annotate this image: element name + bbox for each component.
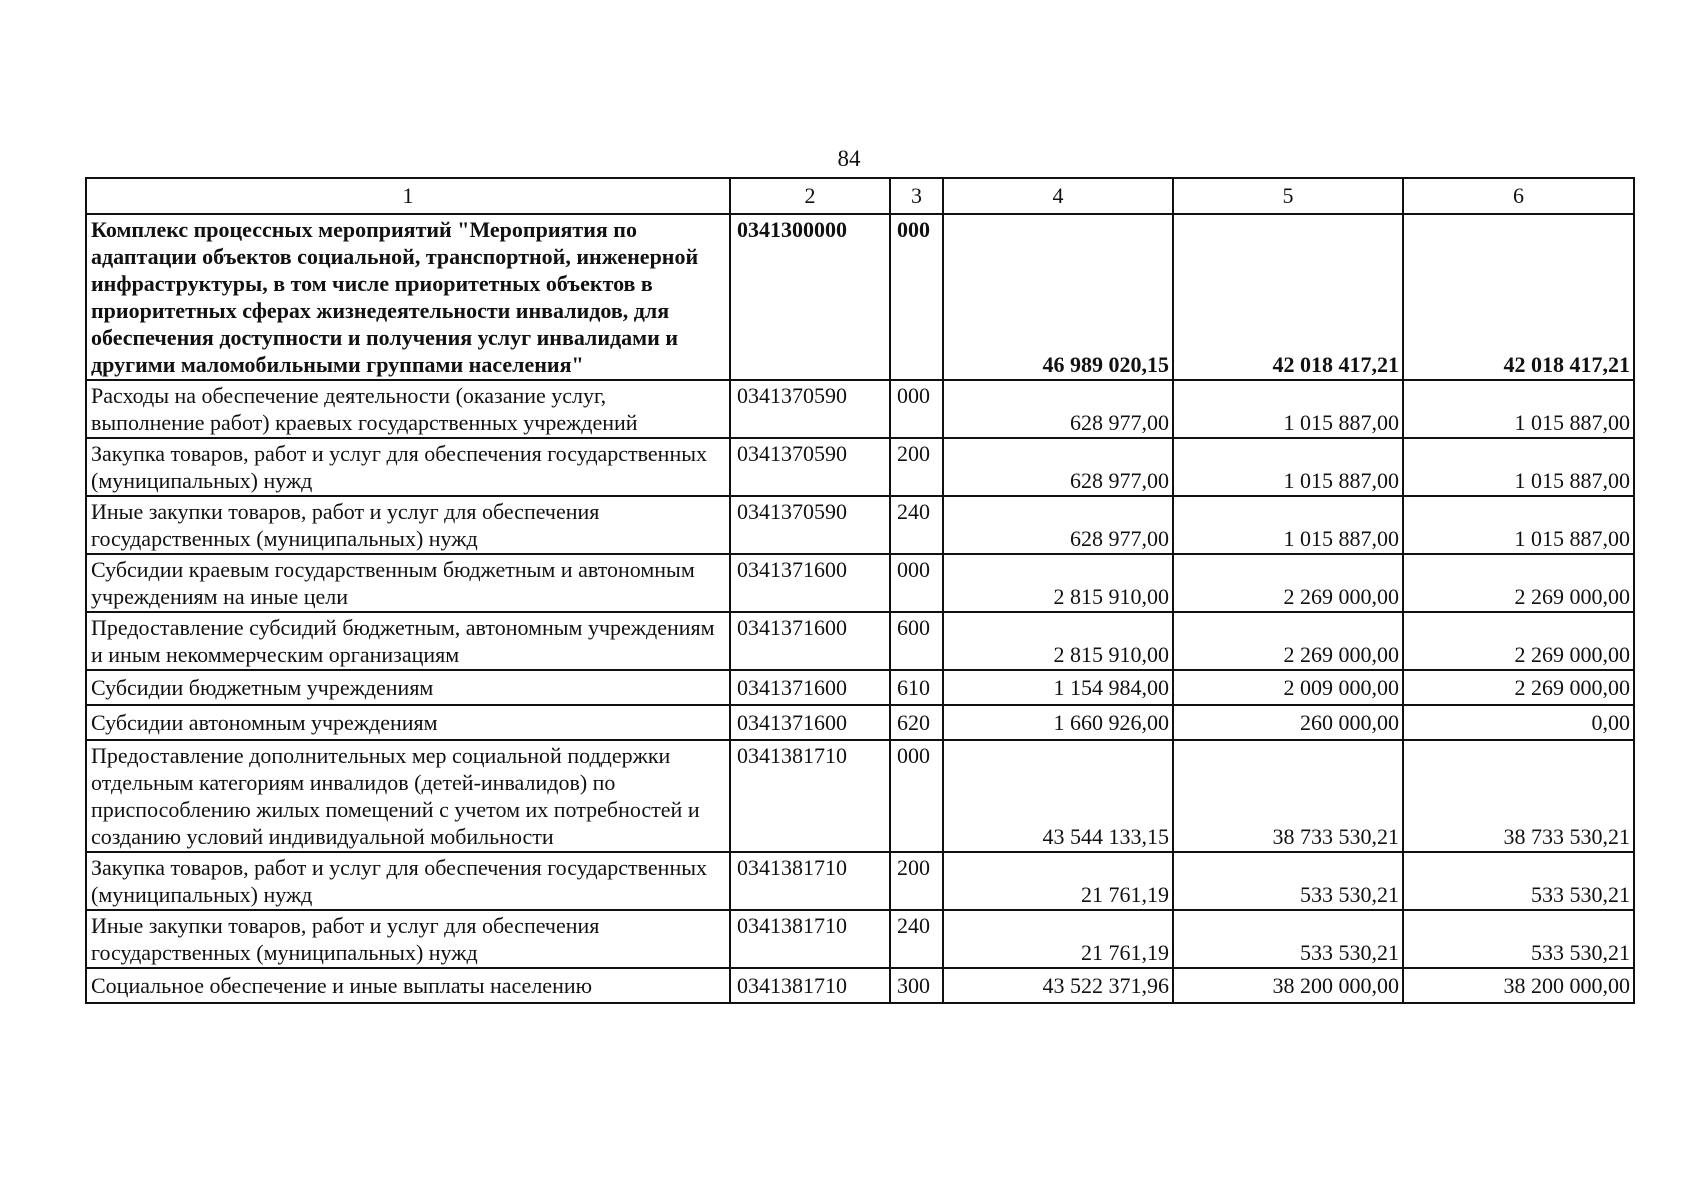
row-code-cell: 0341371600 (730, 554, 890, 612)
row-vr-cell: 000 (890, 214, 943, 380)
row-code-cell: 0341370590 (730, 496, 890, 554)
row-amount-col5: 1 015 887,00 (1173, 496, 1403, 554)
row-code-cell: 0341371600 (730, 705, 890, 740)
table-row (86, 496, 1634, 554)
row-amount-col5: 1 015 887,00 (1173, 438, 1403, 496)
row-vr-cell: 200 (890, 852, 943, 910)
row-vr-cell: 300 (890, 968, 943, 1003)
row-code-cell: 0341371600 (730, 670, 890, 705)
row-amount-col5: 38 733 530,21 (1173, 740, 1403, 852)
row-vr-cell: 600 (890, 612, 943, 670)
row-vr-cell: 240 (890, 910, 943, 968)
row-amount-col5: 260 000,00 (1173, 705, 1403, 740)
row-amount-col5: 533 530,21 (1173, 852, 1403, 910)
row-amount-col6: 2 269 000,00 (1403, 554, 1634, 612)
row-name-cell: Субсидии краевым государственным бюджетным и автономным учреждениям на иные цели (86, 554, 730, 612)
row-amount-col6: 0,00 (1403, 705, 1634, 740)
row-vr-cell: 000 (890, 554, 943, 612)
row-amount-col6: 1 015 887,00 (1403, 380, 1634, 438)
table-row (86, 438, 1634, 496)
row-amount-col5: 1 015 887,00 (1173, 380, 1403, 438)
row-code-cell: 0341300000 (730, 214, 890, 380)
header-cell-2: 2 (730, 178, 890, 214)
row-amount-col6: 42 018 417,21 (1403, 214, 1634, 380)
table-header-row (86, 178, 1634, 214)
table-row (86, 705, 1634, 740)
row-name-cell: Комплекс процессных мероприятий "Мероприятия по адаптации объектов социальной, транспортной, инженерной инфраструктуры, в том числе приоритетных объектов в приоритетных сферах жизнедеятельности инвалидов, для обеспечения доступности и получения услуг инвалидами и другими маломобильными группами населения" (86, 214, 730, 380)
row-vr-cell: 240 (890, 496, 943, 554)
row-amount-col4: 628 977,00 (943, 496, 1173, 554)
row-name-cell: Предоставление субсидий бюджетным, автономным учреждениям и иным некоммерческим организациям (86, 612, 730, 670)
table-row (86, 968, 1634, 1003)
row-name-cell: Закупка товаров, работ и услуг для обеспечения государственных (муниципальных) нужд (86, 852, 730, 910)
row-vr-cell: 000 (890, 740, 943, 852)
table-row (86, 910, 1634, 968)
row-amount-col6: 38 733 530,21 (1403, 740, 1634, 852)
table-row (86, 612, 1634, 670)
row-amount-col4: 2 815 910,00 (943, 612, 1173, 670)
row-vr-cell: 610 (890, 670, 943, 705)
budget-table (85, 177, 1635, 1004)
row-amount-col4: 46 989 020,15 (943, 214, 1173, 380)
table-row (86, 214, 1634, 380)
row-name-cell: Закупка товаров, работ и услуг для обеспечения государственных (муниципальных) нужд (86, 438, 730, 496)
header-cell-1: 1 (86, 178, 730, 214)
row-amount-col4: 43 522 371,96 (943, 968, 1173, 1003)
row-vr-cell: 200 (890, 438, 943, 496)
row-amount-col6: 38 200 000,00 (1403, 968, 1634, 1003)
row-name-cell: Субсидии бюджетным учреждениям (86, 670, 730, 705)
row-amount-col6: 533 530,21 (1403, 852, 1634, 910)
row-amount-col4: 1 154 984,00 (943, 670, 1173, 705)
row-amount-col5: 533 530,21 (1173, 910, 1403, 968)
row-amount-col5: 2 009 000,00 (1173, 670, 1403, 705)
row-amount-col4: 2 815 910,00 (943, 554, 1173, 612)
page-number: 84 (837, 146, 861, 171)
row-name-cell: Предоставление дополнительных мер социальной поддержки отдельным категориям инвалидов (детей-инвалидов) по приспособлению жилых помещений с учетом их потребностей и созданию условий индивидуальной мобильности (86, 740, 730, 852)
row-amount-col6: 2 269 000,00 (1403, 612, 1634, 670)
row-amount-col4: 628 977,00 (943, 438, 1173, 496)
header-cell-3: 3 (890, 178, 943, 214)
header-cell-4: 4 (943, 178, 1173, 214)
row-amount-col4: 43 544 133,15 (943, 740, 1173, 852)
row-name-cell: Социальное обеспечение и иные выплаты населению (86, 968, 730, 1003)
row-name-cell: Иные закупки товаров, работ и услуг для обеспечения государственных (муниципальных) нужд (86, 910, 730, 968)
row-amount-col4: 21 761,19 (943, 852, 1173, 910)
row-vr-cell: 000 (890, 380, 943, 438)
row-vr-cell: 620 (890, 705, 943, 740)
row-code-cell: 0341370590 (730, 438, 890, 496)
row-amount-col4: 21 761,19 (943, 910, 1173, 968)
row-code-cell: 0341381710 (730, 968, 890, 1003)
row-amount-col5: 38 200 000,00 (1173, 968, 1403, 1003)
row-name-cell: Расходы на обеспечение деятельности (оказание услуг, выполнение работ) краевых государственных учреждений (86, 380, 730, 438)
row-amount-col6: 533 530,21 (1403, 910, 1634, 968)
row-code-cell: 0341381710 (730, 910, 890, 968)
row-amount-col5: 42 018 417,21 (1173, 214, 1403, 380)
header-cell-5: 5 (1173, 178, 1403, 214)
row-amount-col5: 2 269 000,00 (1173, 612, 1403, 670)
row-amount-col5: 2 269 000,00 (1173, 554, 1403, 612)
row-code-cell: 0341381710 (730, 740, 890, 852)
row-name-cell: Иные закупки товаров, работ и услуг для обеспечения государственных (муниципальных) нужд (86, 496, 730, 554)
header-cell-6: 6 (1403, 178, 1634, 214)
row-code-cell: 0341371600 (730, 612, 890, 670)
row-name-cell: Субсидии автономным учреждениям (86, 705, 730, 740)
row-amount-col4: 628 977,00 (943, 380, 1173, 438)
table-row (86, 380, 1634, 438)
row-code-cell: 0341381710 (730, 852, 890, 910)
table-row (86, 554, 1634, 612)
row-amount-col6: 1 015 887,00 (1403, 496, 1634, 554)
table-row (86, 670, 1634, 705)
table-row (86, 852, 1634, 910)
row-code-cell: 0341370590 (730, 380, 890, 438)
row-amount-col6: 1 015 887,00 (1403, 438, 1634, 496)
table-row (86, 740, 1634, 852)
row-amount-col4: 1 660 926,00 (943, 705, 1173, 740)
row-amount-col6: 2 269 000,00 (1403, 670, 1634, 705)
